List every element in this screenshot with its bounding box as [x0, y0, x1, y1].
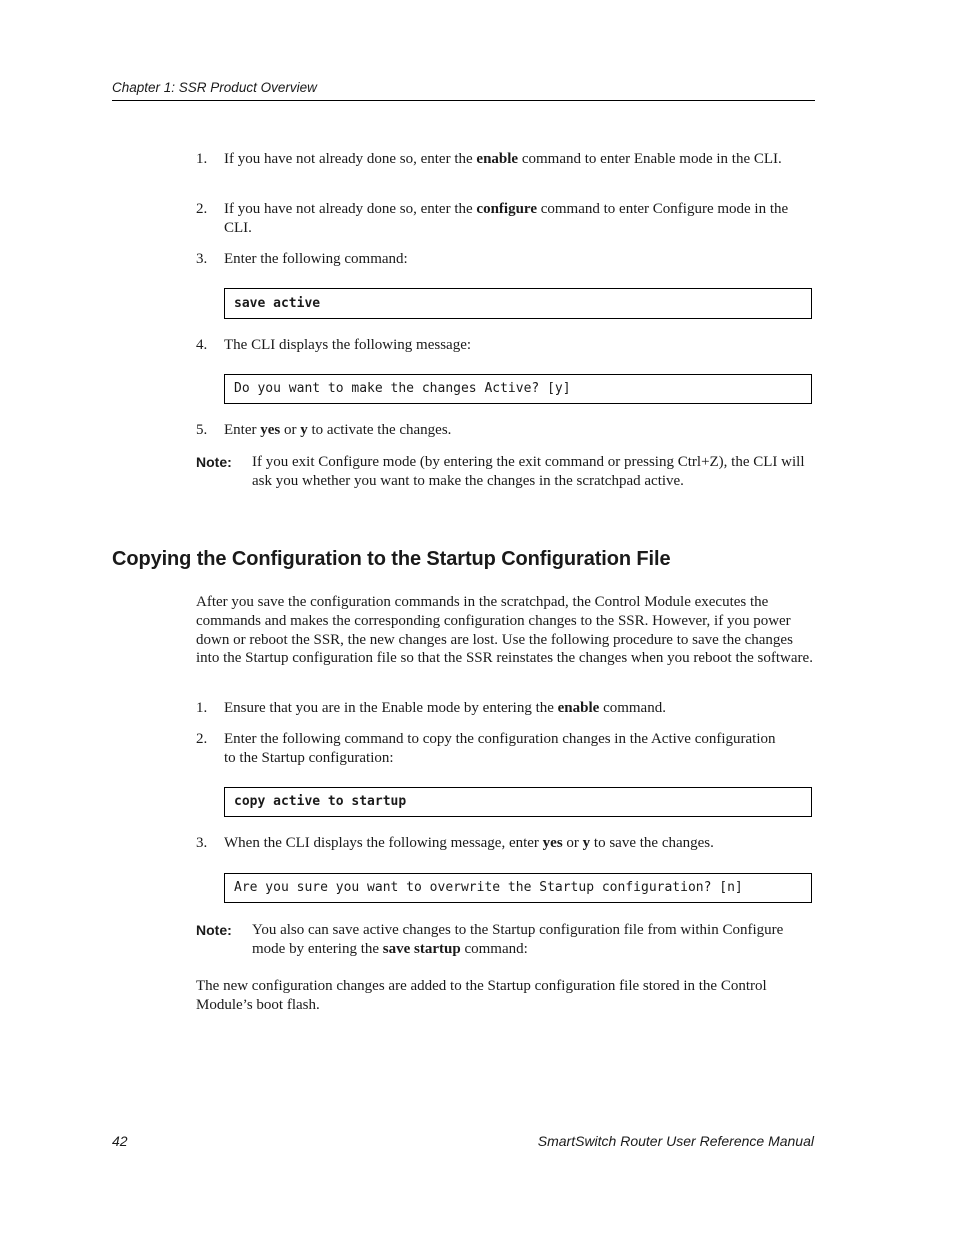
step-a2-number: 2. — [196, 201, 208, 217]
enable-command: enable — [557, 700, 600, 716]
step-b2-number: 2. — [196, 731, 208, 747]
running-header: Chapter 1: SSR Product Overview — [112, 80, 317, 95]
step-a5-number: 5. — [196, 422, 208, 438]
step-a4-text: The CLI displays the following message: — [224, 337, 472, 353]
section-intro: After you save the configuration commands in the scratchpad, the Control Module executes the commands and makes the corresponding configuration changes to the SSR. However, if you power down or reboot the SSR, the new changes are lost. Use the following procedure to save the changes into the Startup configuration file so that the SSR reinstates the changes when you reboot the software. — [196, 594, 813, 667]
note-text: If you exit Configure mode (by entering the exit command or pressing Ctrl+Z), the CLI will ask you whether you want to make the changes in the scratchpad active. — [252, 454, 805, 489]
note-text: You also can save active changes to the Startup configuration file from within Configure mode by entering the save startup command: — [252, 922, 784, 957]
enable-command: enable — [476, 151, 519, 167]
step-a5-text: Enter yes or y to activate the changes. — [224, 422, 452, 438]
step-a1-text: If you have not already done so, enter the enable command to enter Enable mode in the CLI. — [224, 151, 782, 167]
save-startup-command: save startup — [382, 940, 461, 957]
step-a3-text: Enter the following command: — [224, 251, 408, 267]
step-b3-number: 3. — [196, 835, 208, 851]
step-a2-text: If you have not already done so, enter the configure command to enter Configure mode in the CLI. — [224, 201, 789, 236]
step-b1-number: 1. — [196, 700, 208, 716]
manual-title: SmartSwitch Router User Reference Manual — [537, 1133, 814, 1149]
section-heading: Copying the Configuration to the Startup Configuration File — [112, 548, 671, 570]
step-b3-text: When the CLI displays the following message, enter yes or y to save the changes. — [224, 835, 714, 851]
code-activate-message: Do you want to make the changes Active? [y] — [224, 374, 812, 404]
code-overwrite-message: Are you sure you want to overwrite the Startup configuration? [n] — [224, 873, 812, 903]
code-save-active: save active — [224, 288, 812, 319]
step-a3-number: 3. — [196, 251, 208, 267]
configure-command: configure — [476, 201, 537, 217]
header-rule — [112, 100, 815, 101]
closing-paragraph: The new configuration changes are added to the Startup configuration file stored in the Control Module’s boot flash. — [196, 978, 767, 1013]
code-copy-active: copy active to startup — [224, 787, 812, 817]
note-label: Note: — [196, 922, 232, 938]
page-number: 42 — [112, 1133, 128, 1149]
step-a4-number: 4. — [196, 337, 208, 353]
step-b2-text: Enter the following command to copy the configuration changes in the Active configuration to the Startup configuration: — [224, 731, 776, 766]
step-b1-text: Ensure that you are in the Enable mode by entering the enable command. — [224, 700, 666, 716]
note-label: Note: — [196, 454, 232, 470]
step-a1-number: 1. — [196, 151, 208, 167]
